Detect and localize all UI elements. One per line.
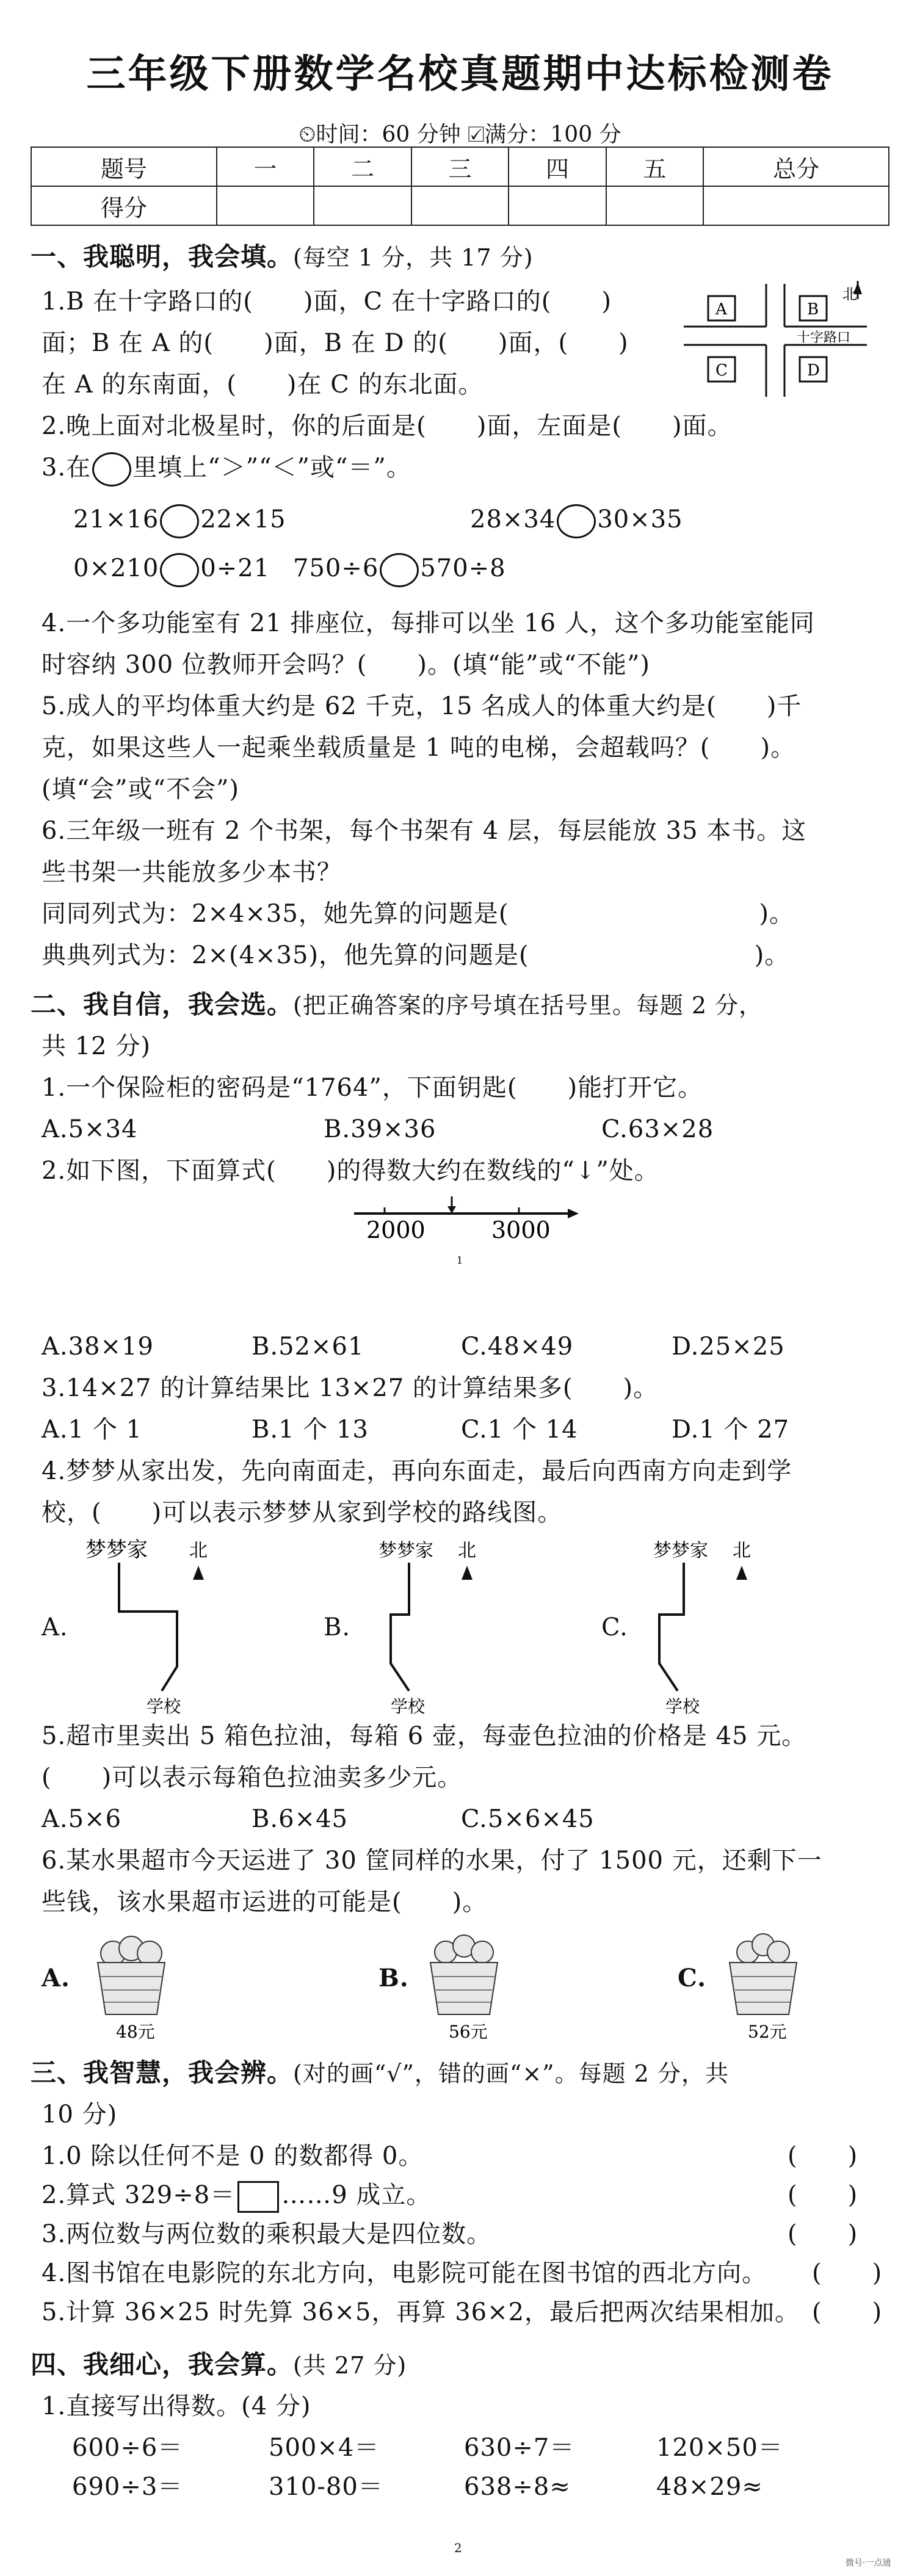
route-option-label[interactable]: A. [42, 1613, 68, 1641]
compare-circle[interactable] [160, 504, 199, 538]
tick-2000: 2000 [366, 1217, 426, 1243]
s1-line: 6.三年级一班有 2 个书架，每个书架有 4 层，每层能放 35 本书。这 [42, 817, 807, 845]
s2-option[interactable]: A.38×19 [42, 1333, 154, 1361]
label-c: C [715, 361, 728, 380]
s2-option[interactable]: A.1 个 1 [42, 1416, 142, 1444]
compare-item [73, 552, 270, 587]
s1-line: 些书架一共能放多少本书？ [42, 858, 342, 886]
crossroad-diagram [678, 281, 873, 403]
s1-line: 2.晚上面对北极星时，你的后面是( )面，左面是( )面。 [42, 412, 733, 440]
school-label: 学校 [391, 1696, 426, 1715]
s2-option[interactable]: B.52×61 [252, 1333, 364, 1361]
section-3-title: 三、我智慧，我会辨。 [31, 2058, 294, 2088]
section-2-heading [31, 989, 762, 1021]
north-label: 北 [842, 286, 857, 303]
s2-option[interactable]: C.63×28 [601, 1115, 714, 1143]
compare-circle[interactable] [92, 452, 131, 487]
price-label: 52元 [748, 2022, 787, 2042]
fruit-basket-a-icon [89, 1929, 174, 2045]
home-label: 梦梦家 [379, 1540, 433, 1561]
compare-item [73, 504, 286, 538]
score-table [31, 147, 889, 226]
score-table-header-row [31, 147, 889, 186]
compare-circle[interactable] [380, 553, 419, 587]
s2-question: 6.某水果超市今天运进了 30 筐同样的水果，付了 1500 元，还剩下一 [42, 1847, 822, 1875]
s1-line: 1.B 在十字路口的( )面，C 在十字路口的( ) [42, 288, 612, 316]
number-line [348, 1196, 586, 1270]
s2-question-cont: ( )可以表示每箱色拉油卖多少元。 [42, 1764, 463, 1792]
compare-item [470, 504, 683, 538]
calc-item[interactable]: 48×29≈ [656, 2473, 763, 2501]
price-label: 48元 [116, 2022, 155, 2042]
compare-left: 750÷6 [293, 554, 379, 582]
s3-statement: 4.图书馆在电影院的东北方向，电影院可能在图书馆的西北方向。 [42, 2259, 767, 2287]
score-cell: 三 [411, 147, 509, 186]
s2-question-cont: 些钱，该水果超市运进的可能是( )。 [42, 1888, 488, 1916]
section-2-title: 二、我自信，我会选。 [31, 990, 294, 1019]
s2-question: 5.超市里卖出 5 箱色拉油，每箱 6 壶，每壶色拉油的价格是 45 元。 [42, 1722, 807, 1750]
home-label: 梦梦家 [85, 1538, 148, 1562]
s1-line: 同同列式为：2×4×35，她先算的问题是( )。 [42, 900, 795, 928]
s1-line: 时容纳 300 位教师开会吗？( )。(填“能”或“不能”) [42, 651, 650, 679]
calc-item[interactable]: 120×50＝ [656, 2434, 783, 2462]
section-1-title: 一、我聪明，我会填。 [31, 242, 294, 272]
section-2-note-cont: 共 12 分) [42, 1032, 151, 1060]
section-4-title: 四、我细心，我会算。 [31, 2350, 294, 2379]
fruit-basket-b-icon [421, 1929, 507, 2045]
s2-option[interactable]: B.6×45 [252, 1805, 348, 1833]
answer-bracket[interactable]: ( ) [812, 2298, 883, 2326]
basket-option-label[interactable]: B. [379, 1964, 409, 1992]
s2-question: 3.14×27 的计算结果比 13×27 的计算结果多( )。 [42, 1374, 659, 1402]
north-arrow-icon [193, 1566, 204, 1580]
school-label: 学校 [147, 1696, 181, 1715]
label-d: D [807, 361, 820, 380]
basket-option-label[interactable]: A. [42, 1964, 70, 1992]
s4-question: 1.直接写出得数。(4 分) [42, 2392, 311, 2420]
s1-line: 克，如果这些人一起乘坐载质量是 1 吨的电梯，会超载吗？( )。 [42, 734, 796, 762]
tick-3000: 3000 [491, 1217, 551, 1243]
route-diagram-a [73, 1538, 232, 1715]
score-cell: 五 [606, 147, 703, 186]
footer-watermark: 微号·一点通 [846, 2558, 891, 2568]
s2-option[interactable]: D.1 个 27 [672, 1416, 790, 1444]
calc-item[interactable]: 690÷3＝ [72, 2473, 183, 2501]
compare-left: 0×210 [73, 554, 159, 582]
north-label: 北 [189, 1540, 208, 1561]
s3-statement: 5.计算 36×25 时先算 36×5，再算 36×2，最后把两次结果相加。 [42, 2298, 800, 2326]
answer-bracket[interactable]: ( ) [812, 2259, 883, 2287]
s3-statement [42, 2179, 431, 2213]
s2-question: 1.一个保险柜的密码是“1764”，下面钥匙( )能打开它。 [42, 1074, 703, 1102]
compare-right: 30×35 [597, 505, 683, 534]
score-input-cell[interactable] [314, 186, 411, 225]
score-cell: 总分 [703, 147, 889, 186]
section-1-heading [31, 241, 534, 273]
crossroad-label: 十字路口 [797, 330, 851, 346]
exam-meta [0, 117, 920, 148]
s1-line: 4.一个多功能室有 21 排座位，每排可以坐 16 人，这个多功能室能同 [42, 609, 815, 637]
section-3-note: (对的画“√”，错的画“×”。每题 2 分，共 [293, 2060, 729, 2087]
section-1-note: (每空 1 分，共 17 分) [293, 244, 534, 271]
compare-circle[interactable] [160, 553, 199, 587]
route-diagram-c [641, 1538, 800, 1715]
tiny-mark: 1 [457, 1254, 463, 1266]
page-number: 2 [454, 2541, 462, 2555]
s2-option[interactable]: C.5×6×45 [461, 1805, 595, 1833]
compare-right: 22×15 [200, 505, 286, 534]
answer-bracket[interactable]: ( ) [788, 2220, 858, 2248]
clock-icon: ⏲ [299, 122, 316, 147]
answer-bracket[interactable]: ( ) [788, 2142, 858, 2170]
score-cell: 得分 [31, 186, 217, 225]
north-label: 北 [458, 1540, 476, 1561]
score-input-cell[interactable] [606, 186, 703, 225]
s2-option[interactable]: D.25×25 [672, 1333, 785, 1361]
calc-item[interactable]: 630÷7＝ [464, 2434, 575, 2462]
s1-line: 在 A 的东南面，( )在 C 的东北面。 [42, 371, 484, 399]
s3-statement: 1.0 除以任何不是 0 的数都得 0。 [42, 2142, 424, 2170]
section-3-note-cont: 10 分) [42, 2100, 118, 2129]
section-3-heading [31, 2057, 729, 2089]
section-4-heading [31, 2349, 407, 2381]
price-label: 56元 [449, 2022, 488, 2042]
compare-left: 28×34 [470, 505, 556, 534]
s1-q3-prefix: 3.在 [42, 454, 92, 482]
score-input-cell[interactable] [509, 186, 606, 225]
s3-q2-prefix: 2.算式 329÷8＝ [42, 2181, 236, 2209]
compare-item [293, 552, 506, 587]
score-cell: 二 [314, 147, 411, 186]
calc-item[interactable]: 600÷6＝ [72, 2434, 183, 2462]
s2-option[interactable]: C.1 个 14 [461, 1416, 578, 1444]
label-a: A [715, 300, 727, 319]
s3-q2-suffix: ……9 成立。 [281, 2181, 432, 2209]
compare-circle[interactable] [557, 504, 596, 538]
s2-option[interactable]: A.5×34 [42, 1115, 138, 1143]
north-label: 北 [733, 1540, 751, 1561]
answer-box[interactable] [237, 2181, 279, 2213]
route-option-label[interactable]: C. [601, 1613, 628, 1641]
s1-line: 5.成人的平均体重大约是 62 千克，15 名成人的体重大约是( )千 [42, 692, 802, 720]
compare-right: 0÷21 [200, 554, 270, 582]
route-diagram-b [366, 1538, 525, 1715]
score-cell: 四 [509, 147, 606, 186]
s2-option[interactable]: B.39×36 [324, 1115, 436, 1143]
label-b: B [807, 300, 819, 319]
score-cell: 题号 [31, 147, 217, 186]
north-arrow-icon [736, 1566, 747, 1580]
s2-question: 2.如下图，下面算式( )的得数大约在数线的“↓”处。 [42, 1157, 659, 1185]
calc-item[interactable]: 310-80＝ [269, 2473, 383, 2501]
route-option-label[interactable]: B. [324, 1613, 351, 1641]
s2-option[interactable]: A.5×6 [42, 1805, 122, 1833]
time-limit: 时间：60 分钟 [316, 122, 461, 147]
s1-line: (填“会”或“不会”) [42, 775, 240, 803]
s3-statement: 3.两位数与两位数的乘积最大是四位数。 [42, 2220, 492, 2248]
compare-left: 21×16 [73, 505, 159, 534]
score-cell: 一 [217, 147, 314, 186]
north-arrow-icon [462, 1566, 473, 1580]
score-table-score-row [31, 186, 889, 225]
s1-line: 面；B 在 A 的( )面，B 在 D 的( )面，( ) [42, 329, 629, 357]
section-2-note: (把正确答案的序号填在括号里。每题 2 分， [293, 992, 763, 1019]
s2-question-cont: 校，( )可以表示梦梦从家到学校的路线图。 [42, 1499, 563, 1527]
basket-option-label[interactable]: C. [678, 1964, 707, 1992]
s1-q3-suffix: 里填上“＞”“＜”或“＝”。 [132, 454, 411, 482]
calc-item[interactable]: 500×4＝ [269, 2434, 380, 2462]
score-input-cell[interactable] [411, 186, 509, 225]
s1-line: 典典列式为：2×(4×35)，他先算的问题是( )。 [42, 941, 790, 969]
calc-item[interactable]: 638÷8≈ [464, 2473, 571, 2501]
check-icon: ☑ [468, 122, 485, 147]
fruit-basket-c-icon [720, 1929, 806, 2045]
compare-right: 570÷8 [420, 554, 506, 582]
s2-option[interactable]: C.48×49 [461, 1333, 574, 1361]
score-input-cell[interactable] [217, 186, 314, 225]
section-4-note: (共 27 分) [293, 2352, 407, 2379]
full-score: 满分：100 分 [484, 122, 621, 147]
answer-bracket[interactable]: ( ) [788, 2181, 858, 2209]
score-input-cell[interactable] [703, 186, 889, 225]
page-title: 三年级下册数学名校真题期中达标检测卷 [86, 52, 834, 97]
s2-option[interactable]: B.1 个 13 [252, 1416, 369, 1444]
school-label: 学校 [665, 1696, 700, 1715]
s1-line [42, 452, 411, 487]
s2-question: 4.梦梦从家出发，先向南面走，再向东面走，最后向西南方向走到学 [42, 1457, 792, 1485]
home-label: 梦梦家 [653, 1540, 708, 1561]
number-line-arrow-icon [568, 1209, 579, 1218]
